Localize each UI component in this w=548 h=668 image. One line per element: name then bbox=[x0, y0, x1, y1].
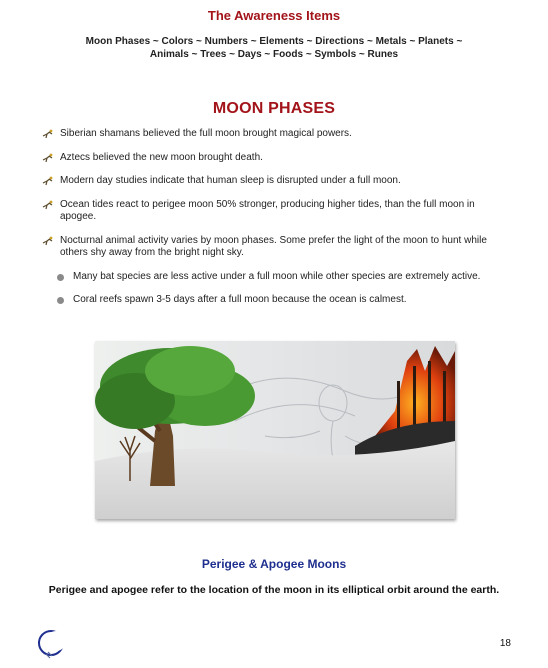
bullet-text: Aztecs believed the new moon brought death. bbox=[60, 151, 263, 163]
nav-separator: ~ bbox=[264, 49, 271, 60]
nature-illustration bbox=[95, 341, 455, 519]
sub-bullet-text: Many bat species are less active under a full moon while other species are extremely active. bbox=[73, 270, 481, 282]
nav-link-moon-phases[interactable]: Moon Phases bbox=[85, 36, 151, 47]
bullet-text: Ocean tides react to perigee moon 50% stronger, producing higher tides, than the full moon in apogee. bbox=[60, 198, 475, 222]
bullet-text: Nocturnal animal activity varies by moon phases. Some prefer the light of the moon to hunt while others shy away from the bright night sky. bbox=[60, 234, 487, 258]
moon-bullet-icon bbox=[42, 129, 54, 140]
nav-separator: ~ bbox=[358, 49, 365, 60]
moon-bullet-icon bbox=[42, 236, 54, 247]
nav-separator: ~ bbox=[306, 36, 313, 47]
nav-link-elements[interactable]: Elements bbox=[259, 36, 304, 47]
nav-link-numbers[interactable]: Numbers bbox=[204, 36, 248, 47]
bullet-text: Siberian shamans believed the full moon brought magical powers. bbox=[60, 128, 352, 139]
list-item bbox=[40, 235, 510, 260]
nav-separator: ~ bbox=[456, 36, 463, 47]
nav-separator: ~ bbox=[366, 36, 373, 47]
list-item bbox=[40, 175, 510, 188]
nav-separator: ~ bbox=[152, 36, 159, 47]
moon-facts-list bbox=[40, 128, 510, 318]
moon-logo-icon bbox=[36, 628, 66, 660]
nav-link-trees[interactable]: Trees bbox=[200, 49, 227, 60]
moon-bullet-icon bbox=[42, 153, 54, 164]
nav-separator: ~ bbox=[196, 36, 202, 47]
moon-bullet-icon bbox=[42, 200, 54, 211]
nav-link-days[interactable]: Days bbox=[237, 49, 262, 60]
nav-link-metals[interactable]: Metals bbox=[375, 36, 407, 47]
nav-link-runes[interactable]: Runes bbox=[367, 49, 399, 60]
sub-bullet-text: Coral reefs spawn 3-5 days after a full moon because the ocean is calmest. bbox=[73, 294, 407, 305]
sub-heading: Perigee & Apogee Moons bbox=[201, 557, 347, 571]
page-number: 18 bbox=[499, 638, 511, 649]
awareness-items-nav bbox=[40, 35, 508, 61]
nav-link-directions[interactable]: Directions bbox=[315, 36, 365, 47]
list-item bbox=[40, 271, 510, 284]
header-title: The Awareness Items bbox=[207, 8, 341, 23]
nav-link-planets[interactable]: Planets bbox=[418, 36, 454, 47]
nav-link-animals[interactable]: Animals bbox=[149, 49, 189, 60]
nav-separator: ~ bbox=[305, 49, 312, 60]
nav-separator: ~ bbox=[409, 36, 416, 47]
list-item bbox=[40, 152, 510, 165]
gray-dot-bullet-icon bbox=[57, 297, 64, 304]
nav-separator: ~ bbox=[250, 36, 257, 47]
list-item bbox=[40, 128, 510, 141]
list-item bbox=[40, 294, 510, 307]
list-item bbox=[40, 199, 510, 224]
nav-link-colors[interactable]: Colors bbox=[161, 36, 194, 47]
caption: Perigee and apogee refer to the location of the moon in its elliptical orbit around the earth. bbox=[48, 584, 500, 596]
moon-bullet-icon bbox=[42, 176, 54, 187]
gray-dot-bullet-icon bbox=[57, 274, 64, 281]
nav-separator: ~ bbox=[191, 49, 198, 60]
nav-separator: ~ bbox=[229, 49, 235, 60]
bullet-text: Modern day studies indicate that human sleep is disrupted under a full moon. bbox=[60, 175, 401, 186]
nav-link-foods[interactable]: Foods bbox=[273, 49, 304, 60]
nav-link-symbols[interactable]: Symbols bbox=[314, 49, 357, 60]
section-title: MOON PHASES bbox=[212, 100, 336, 117]
